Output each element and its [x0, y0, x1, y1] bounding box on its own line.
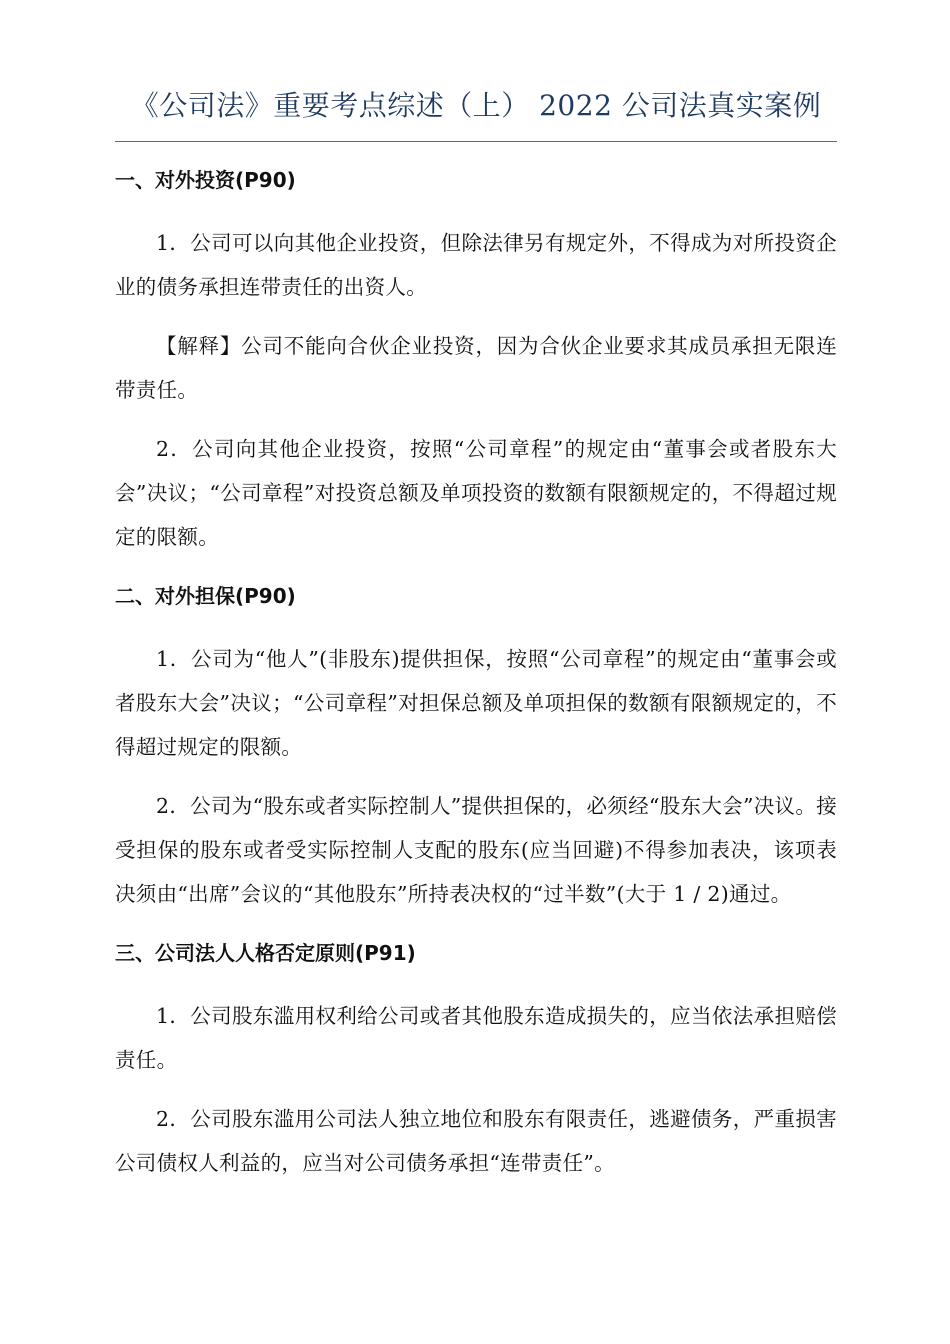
section-piercing-corporate-veil — [115, 933, 837, 1185]
section-heading: 二、对外担保(P90) — [115, 584, 296, 608]
document-body — [115, 160, 837, 1200]
paragraph: 1．公司股东滥用权利给公司或者其他股东造成损失的，应当依法承担赔偿责任。 — [115, 1004, 837, 1072]
section-external-guarantee — [115, 576, 837, 916]
paragraph: 【解释】公司不能向合伙企业投资，因为合伙企业要求其成员承担无限连带责任。 — [115, 334, 837, 402]
title-divider — [115, 141, 837, 142]
paragraph: 1．公司为“他人”(非股东)提供担保，按照“公司章程”的规定由“董事会或者股东大会”决议；“公司章程”对担保总额及单项担保的数额有限额规定的，不得超过规定的限额。 — [115, 647, 837, 759]
section-external-investment — [115, 160, 837, 559]
document-title: 《公司法》重要考点综述（上） 2022 公司法真实案例 — [130, 89, 822, 122]
section-heading: 三、公司法人人格否定原则(P91) — [115, 941, 416, 965]
paragraph: 2．公司为“股东或者实际控制人”提供担保的，必须经“股东大会”决议。接受担保的股东或者受实际控制人支配的股东(应当回避)不得参加表决，该项表决须由“出席”会议的“其他股东”所持表决权的“过半数”(大于 1 / 2)通过。 — [115, 794, 837, 906]
paragraph: 2．公司向其他企业投资，按照“公司章程”的规定由“董事会或者股东大会”决议；“公司章程”对投资总额及单项投资的数额有限额规定的，不得超过规定的限额。 — [115, 437, 837, 549]
section-heading: 一、对外投资(P90) — [115, 168, 296, 192]
paragraph: 1．公司可以向其他企业投资，但除法律另有规定外，不得成为对所投资企业的债务承担连带责任的出资人。 — [115, 231, 837, 299]
paragraph: 2．公司股东滥用公司法人独立地位和股东有限责任，逃避债务，严重损害公司债权人利益的，应当对公司债务承担“连带责任”。 — [115, 1107, 837, 1175]
